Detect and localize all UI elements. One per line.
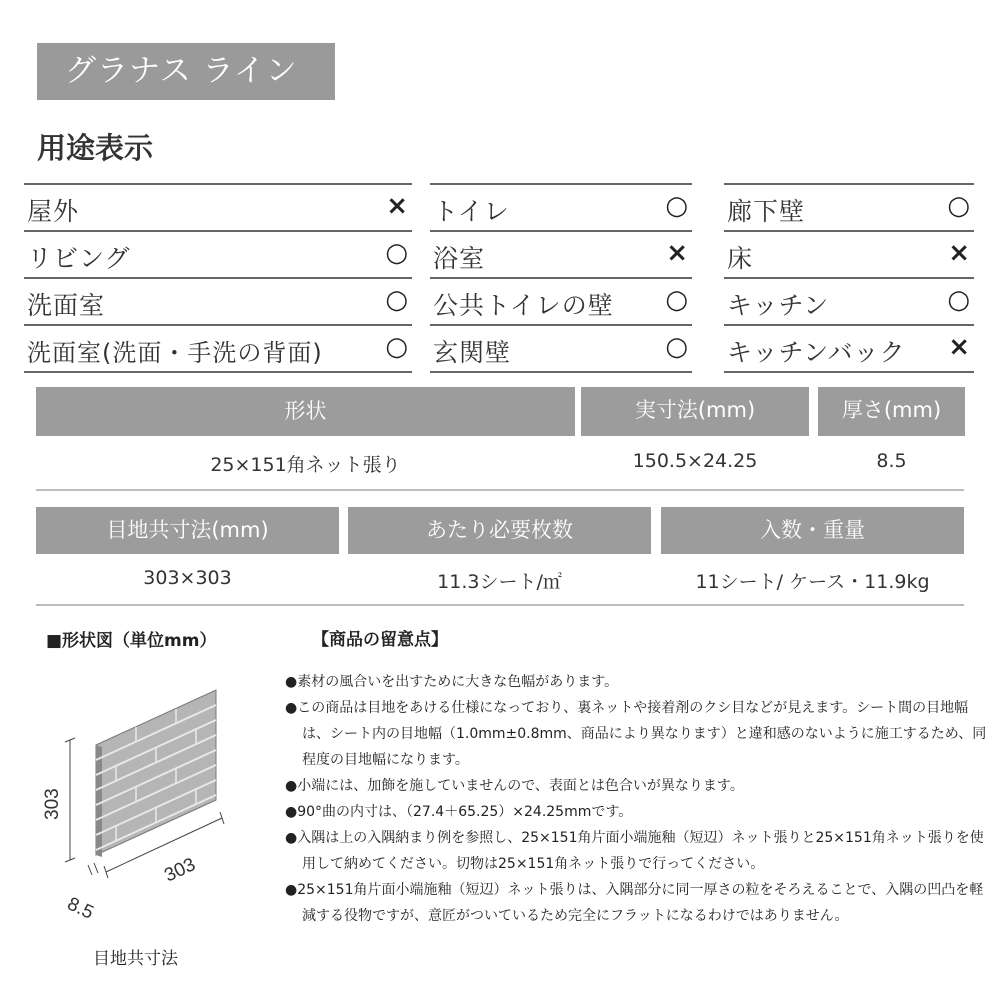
spec-header-shape: 形状 [36,387,575,436]
divider [36,604,964,606]
usage-mark: ○ [665,191,688,221]
spec-value-thickness: 8.5 [876,450,907,472]
width-dimension-label: 303 [161,854,199,887]
usage-label: リビング [27,244,131,273]
note-item: ●素材の風合いを出すために大きな色幅があります。 [285,674,619,690]
usage-heading: 用途表示 [37,131,154,165]
note-item: ●入隅は上の入隅納まり例を参照し、25×151角片面小端施釉（短辺）ネット張りと25×151角ネット張りを使用して納めてください。切物は25×151角ネット張りで行ってください。 [285,830,984,872]
usage-label: 洗面室(洗面・手洗の背面) [27,339,323,367]
spec-header-actual-size: 実寸法(mm) [581,387,809,436]
usage-mark: × [948,332,970,362]
note-item: ●25×151角片面小端施釉（短辺）ネット張りは、入隅部分に同一厚さの粒をそろえることで、入隅の凹凸を軽減する役物ですが、意匠がついているため完全にフラットになるわけではありません。 [285,882,984,924]
usage-label: 公共トイレの壁 [433,291,614,320]
usage-row [430,183,692,230]
usage-row [24,324,412,373]
notes-heading: 【商品の留意点】 [312,630,448,650]
note-item: ●90°曲の内寸は、（27.4＋65.25）×24.25mmです。 [285,804,633,820]
divider [36,489,964,491]
usage-mark: ○ [665,285,688,315]
usage-mark: × [948,238,970,268]
product-title: グラナス ライン [37,43,335,100]
usage-mark: ○ [385,238,408,268]
tile-sheet-illustration [96,690,216,857]
spec-header-sheets-needed: あたり必要枚数 [348,507,651,554]
diagram-caption: 目地共寸法 [93,949,178,969]
spec-value-shape: 25×151角ネット張り [210,454,401,476]
usage-label: 屋外 [27,197,80,226]
usage-row [724,277,974,324]
usage-row [724,230,974,277]
usage-label: 床 [727,244,754,273]
spec-header-joint-size: 目地共寸法(mm) [36,507,339,554]
usage-mark: × [386,191,408,221]
thickness-dimension-label: 8.5 [63,893,97,924]
usage-column-1 [24,183,412,373]
usage-row [430,277,692,324]
usage-label: キッチン [727,291,830,320]
note-item: ●この商品は目地をあける仕様になっており、裏ネットや接着剤のクシ目などが見えます。シート間の目地幅は、シート内の目地幅（1.0mm±0.8mm、商品により異なります）と違和感のないように施工するため、同程度の目地幅になります。 [285,700,987,768]
spec-value-actual-size: 150.5×24.25 [632,450,758,472]
usage-mark: ○ [665,332,688,362]
usage-label: 洗面室 [27,291,106,320]
tile-diagram [36,660,256,930]
usage-mark: ○ [947,285,970,315]
usage-row [430,230,692,277]
usage-row [24,230,412,277]
usage-row [430,324,692,373]
usage-column-3 [724,183,974,373]
usage-mark: ○ [947,191,970,221]
spec-value-sheets-needed: 11.3シート/㎡ [437,571,562,593]
usage-row [724,183,974,230]
height-dimension-label: 303 [42,788,63,820]
usage-mark: ○ [385,285,408,315]
usage-label: 廊下壁 [727,197,806,226]
spec-value-joint-size: 303×303 [143,567,232,589]
spec-header-quantity-weight: 入数・重量 [661,507,964,554]
notes-list [285,669,990,929]
usage-row [24,277,412,324]
usage-label: 浴室 [433,244,486,273]
usage-mark: × [666,238,688,268]
note-item: ●小端には、加飾を施していませんので、表面とは色合いが異なります。 [285,778,744,794]
usage-mark: ○ [385,332,408,362]
spec-value-quantity-weight: 11シート/ ケース・11.9kg [695,571,930,593]
usage-row [24,183,412,230]
usage-label: キッチンバック [727,338,906,367]
usage-column-2 [430,183,692,373]
spec-header-thickness: 厚さ(mm) [818,387,965,436]
usage-label: 玄関壁 [433,338,512,367]
diagram-heading: ■形状図（単位mm） [46,631,217,651]
usage-row [724,324,974,373]
usage-label: トイレ [433,197,510,226]
